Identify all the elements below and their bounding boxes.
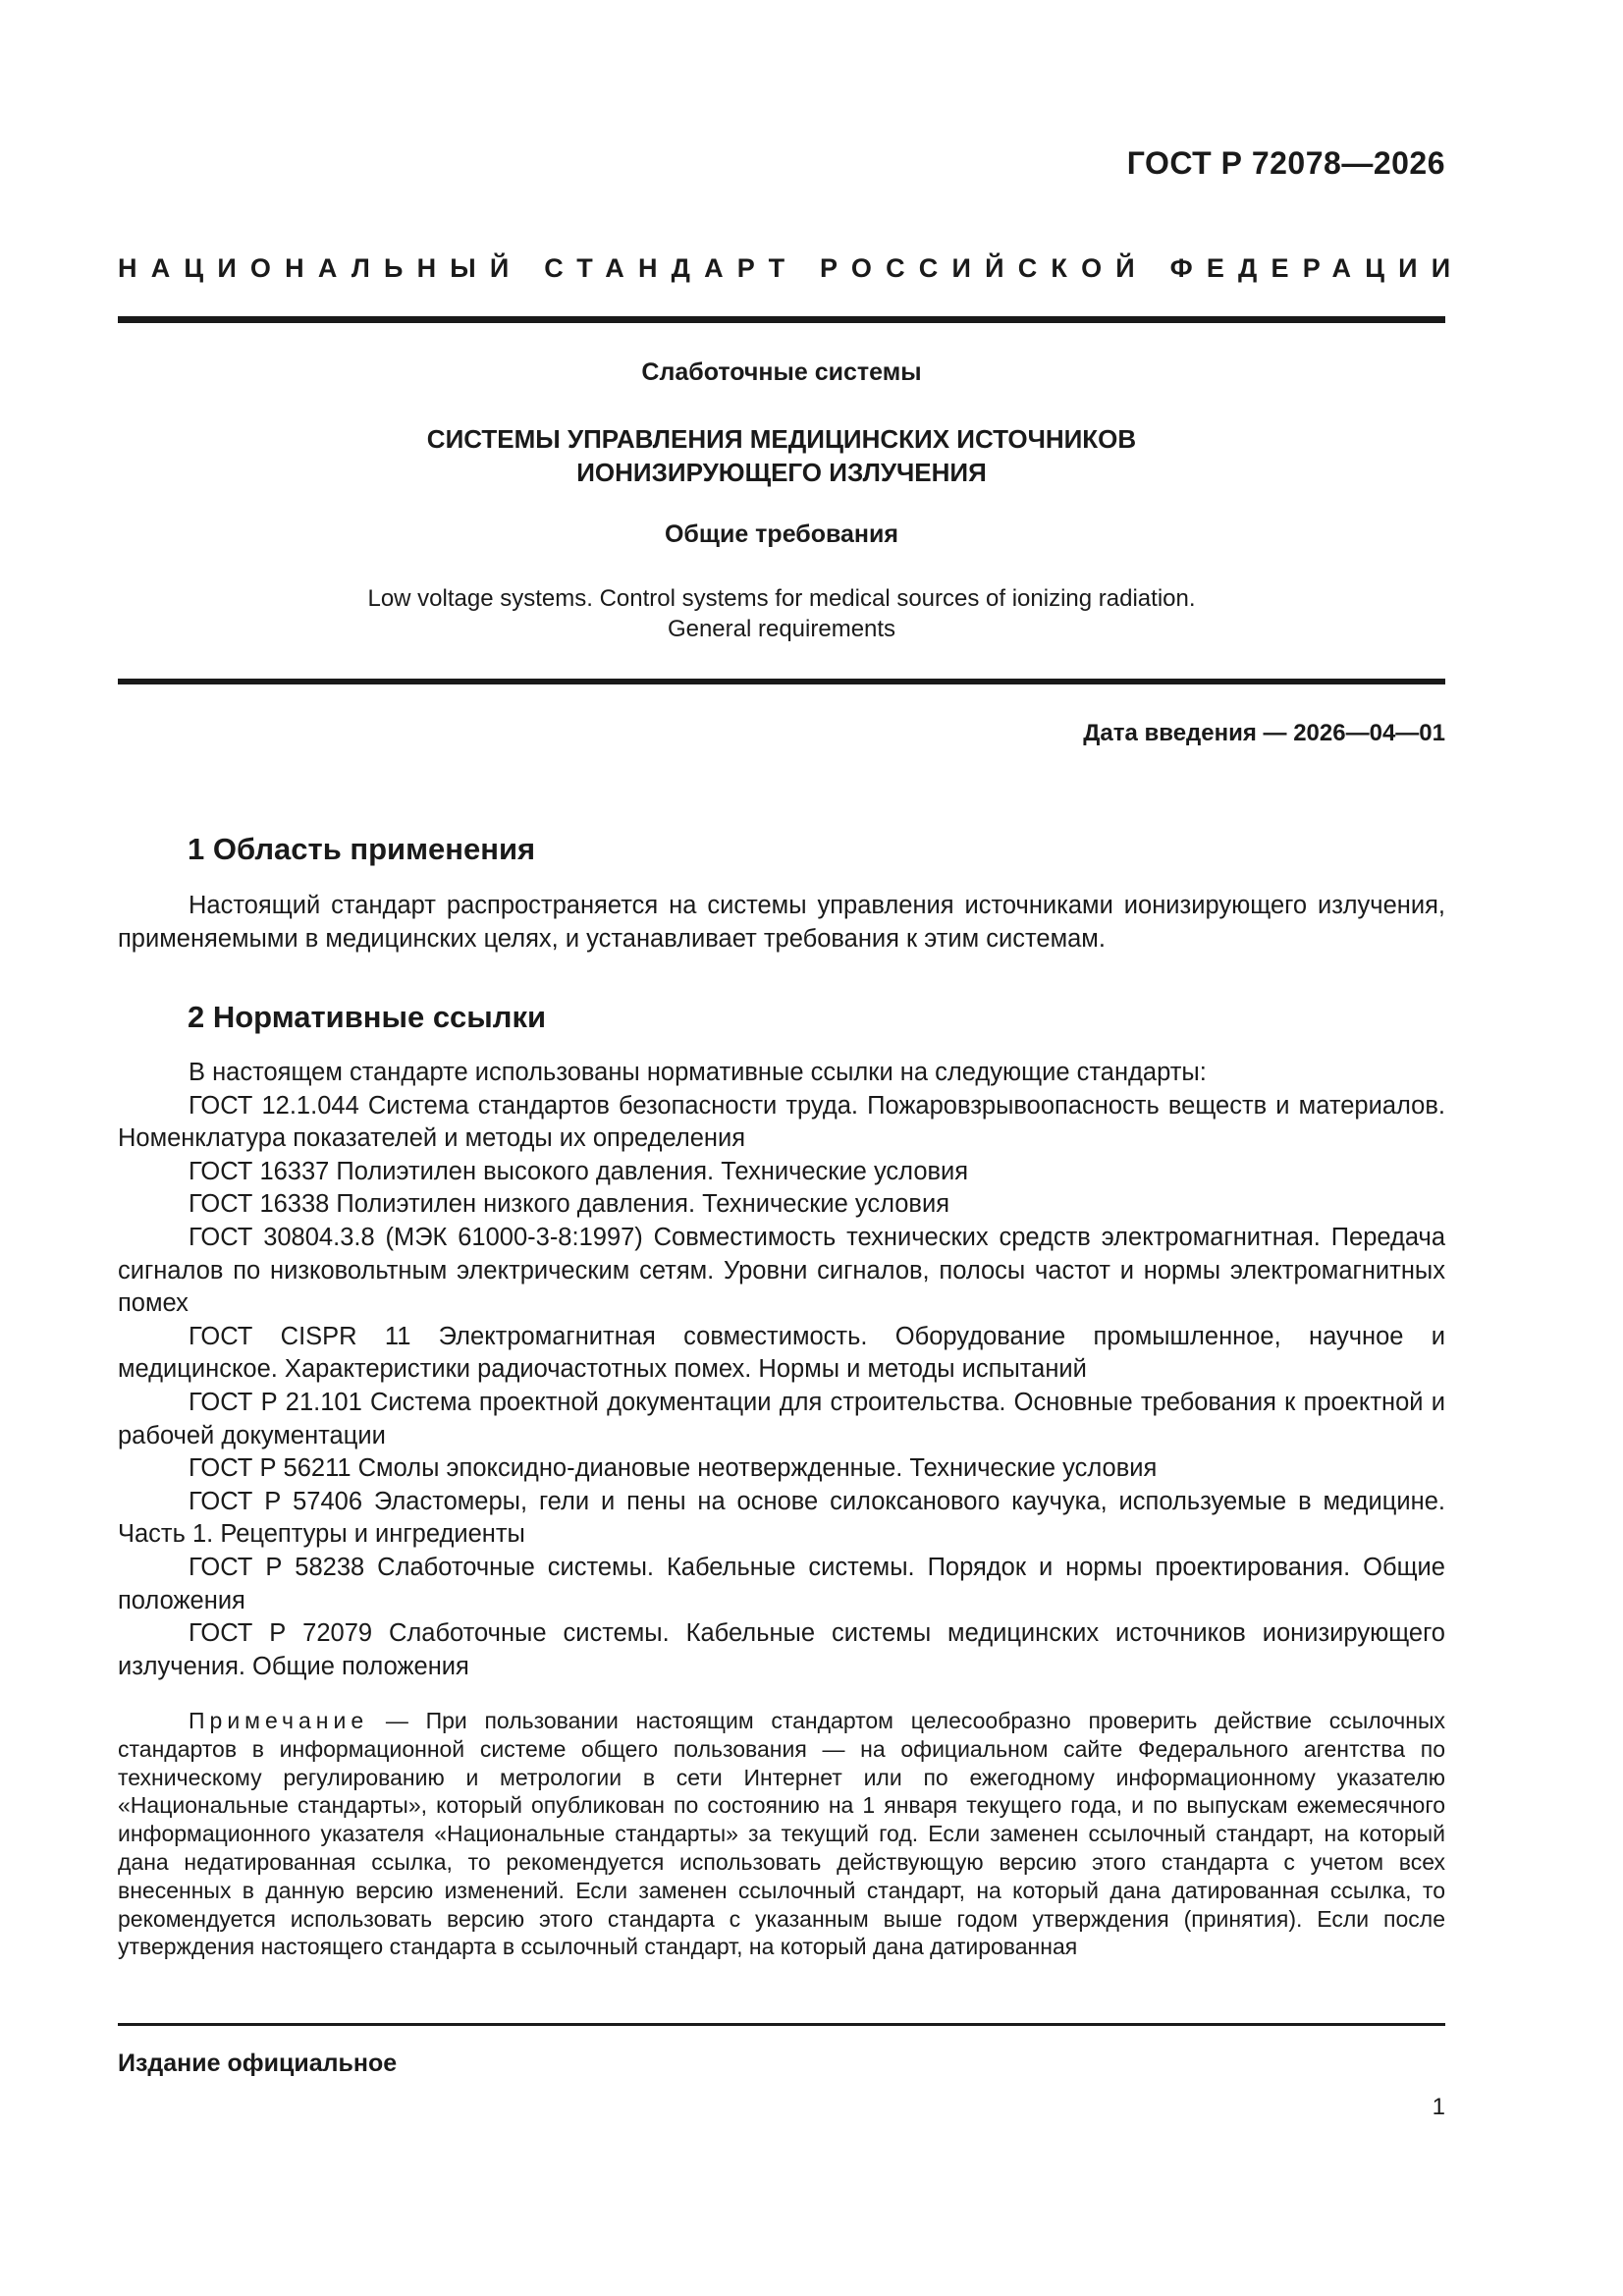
section-1-paragraph: Настоящий стандарт распространяется на системы управления источниками ионизирующего излучения, применяемыми в медицинских целях, и устанавливает требования к этим системам. [118, 892, 1445, 953]
introduction-date: Дата введения — 2026—04—01 [1083, 720, 1445, 746]
page-number: 1 [1432, 2094, 1445, 2120]
reference-item: ГОСТ Р 21.101 Система проектной документации для строительства. Основные требования к проектной и рабочей документации [118, 1388, 1445, 1449]
reference-item: ГОСТ Р 58238 Слаботочные системы. Кабельные системы. Порядок и нормы проектирования. Общие положения [118, 1553, 1445, 1614]
reference-item: ГОСТ 16338 Полиэтилен низкого давления. Технические условия [189, 1190, 950, 1219]
reference-item: ГОСТ Р 57406 Эластомеры, гели и пены на основе силоксанового каучука, используемые в медицине. Часть 1. Рецептуры и ингредиенты [118, 1487, 1445, 1549]
reference-item: ГОСТ 30804.3.8 (МЭК 61000-3-8:1997) Совместимость технических средств электромагнитная. Передача сигналов по низковольтным электрическим сетям. Уровни сигналов, полосы частот и нормы электромагнитных помех [118, 1223, 1445, 1318]
gost-number: ГОСТ Р 72078—2026 [1126, 145, 1445, 181]
english-title: Low voltage systems. Control systems for medical sources of ionizing radiation. General requirements [367, 585, 1196, 642]
reference-item: ГОСТ 16337 Полиэтилен высокого давления. Технические условия [189, 1157, 969, 1185]
footer-divider [118, 2023, 1445, 2026]
reference-item: ГОСТ 12.1.044 Система стандартов безопасности труда. Пожаровзрывоопасность веществ и материалов. Номенклатура показателей и методы их определения [118, 1091, 1445, 1153]
reference-item: ГОСТ Р 72079 Слаботочные системы. Кабельные системы медицинских источников ионизирующего излучения. Общие положения [118, 1619, 1445, 1680]
reference-item: ГОСТ CISPR 11 Электромагнитная совместимость. Оборудование промышленное, научное и медицинское. Характеристики радиочастотных помех. Нормы и методы испытаний [118, 1322, 1445, 1384]
national-standard-banner: НАЦИОНАЛЬНЫЙ СТАНДАРТ РОССИЙСКОЙ ФЕДЕРАЦИИ [118, 253, 1465, 283]
reference-item: ГОСТ Р 56211 Смолы эпоксидно-диановые неотвержденные. Технические условия [189, 1454, 1158, 1483]
section-1-heading: 1 Область применения [188, 832, 536, 866]
title-divider [118, 679, 1445, 684]
document-part-title: Общие требования [664, 520, 898, 548]
document-subtitle: Слаботочные системы [641, 358, 922, 386]
document-title: СИСТЕМЫ УПРАВЛЕНИЯ МЕДИЦИНСКИХ ИСТОЧНИКОВ ИОНИЗИРУЮЩЕГО ИЗЛУЧЕНИЯ [426, 424, 1137, 487]
note-label: Примечание [189, 1708, 369, 1733]
section-1-body [118, 890, 1445, 956]
references-note [118, 1707, 1445, 1961]
official-edition-label: Издание официальное [118, 2050, 398, 2077]
header-divider [118, 316, 1445, 323]
section-2-heading: 2 Нормативные ссылки [188, 1000, 547, 1034]
references-list [118, 1057, 1445, 1683]
note-text: — При пользовании настоящим стандартом целесообразно проверить действие ссылочных стандартов в информационной системе общего пользования — на официальном сайте Федерального агентства по техническому регулированию и метрологии в сети Интернет или по ежегодному информационному указателю «Национальные стандарты», который опубликован по состоянию на 1 января текущего года, и по выпускам ежемесячного информационного указателя «Национальные стандарты» за текущий год. Если заменен ссылочный стандарт, на который дана недатированная ссылка, то рекомендуется использовать действующую версию этого стандарта с учетом всех внесенных в данную версию изменений. Если заменен ссылочный стандарт, на который дана датированная ссылка, то рекомендуется использовать версию этого стандарта с указанным выше годом утверждения (принятия). Если после утверждения настоящего стандарта в ссылочный стандарт, на который дана датированная [118, 1708, 1445, 1960]
references-intro: В настоящем стандарте использованы нормативные ссылки на следующие стандарты: [189, 1059, 1207, 1086]
